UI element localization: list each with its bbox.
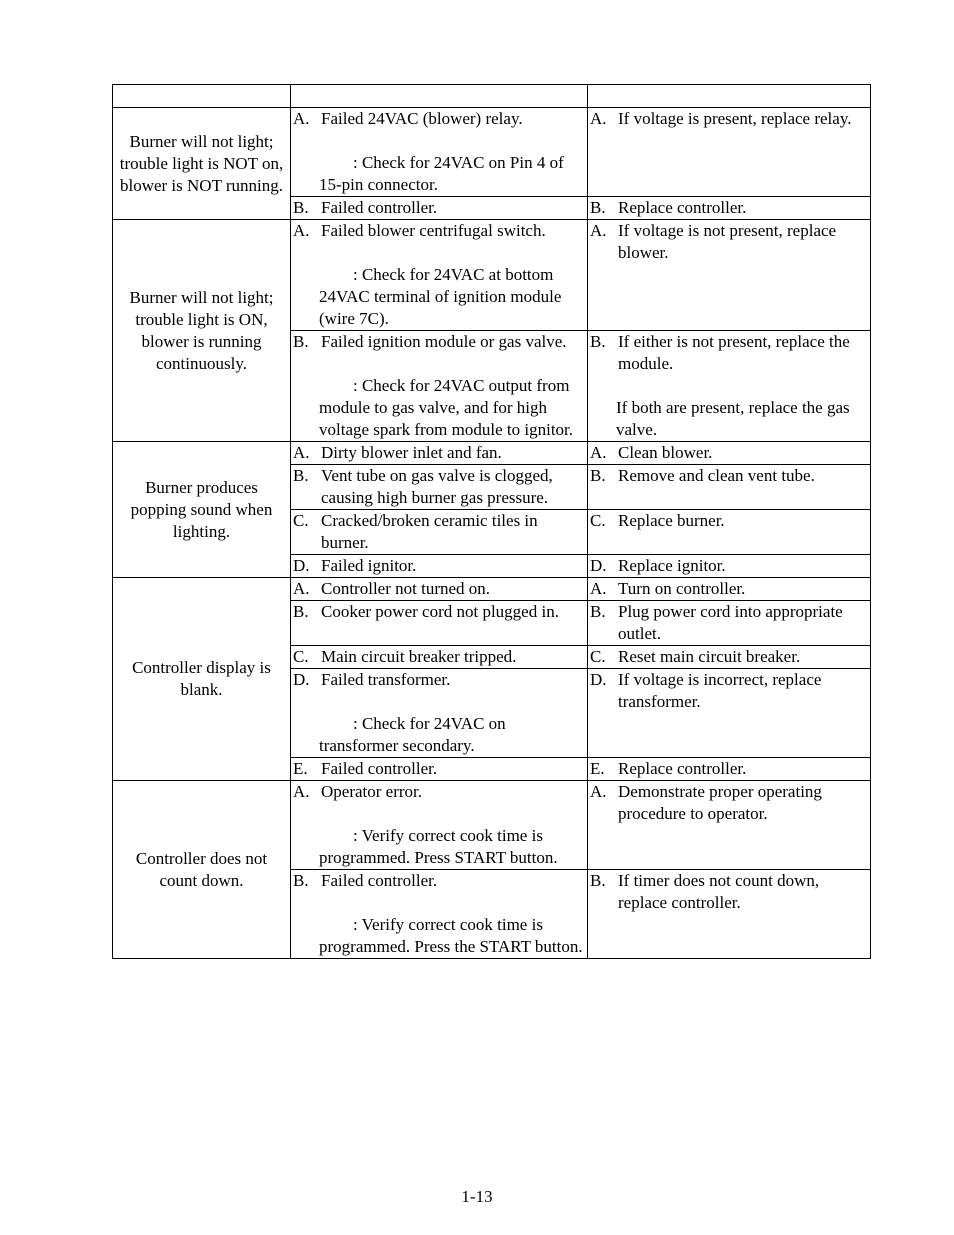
cause-note-text: : Check for 24VAC on transformer secondary. — [319, 714, 506, 755]
cause-cell — [291, 646, 588, 669]
problem-cell: Controller display is blank. — [113, 578, 291, 781]
cause-text: Cooker power cord not plugged in. — [321, 602, 559, 621]
correction-text: If voltage is present, replace relay. — [618, 109, 852, 128]
cause-letter: A. — [293, 443, 310, 462]
cause-note-text: : Check for 24VAC on Pin 4 of 15-pin connector. — [319, 153, 564, 194]
correction-letter: B. — [590, 602, 606, 621]
cause-text: Dirty blower inlet and fan. — [321, 443, 502, 462]
header-row — [113, 85, 871, 108]
cause-item — [291, 220, 587, 242]
correction-text: Remove and clean vent tube. — [618, 466, 815, 485]
table-row — [113, 220, 871, 331]
spacer — [588, 375, 870, 397]
cause-cell — [291, 758, 588, 781]
correction-cell — [588, 870, 871, 959]
cause-note-text: : Check for 24VAC output from module to gas valve, and for high voltage spark from module to ignitor. — [319, 376, 574, 439]
correction-text: If either is not present, replace the module. — [618, 332, 850, 373]
spacer — [291, 803, 587, 825]
correction-letter: C. — [590, 647, 606, 666]
correction-cell — [588, 781, 871, 870]
cause-cell — [291, 465, 588, 510]
spacer — [291, 892, 587, 914]
cause-letter: B. — [293, 871, 309, 890]
cause-text: Failed controller. — [321, 759, 438, 778]
spacer — [291, 691, 587, 713]
cause-cell — [291, 601, 588, 646]
correction-cell — [588, 758, 871, 781]
cause-letter: A. — [293, 782, 310, 801]
header-cause — [291, 85, 588, 108]
cause-cell — [291, 578, 588, 601]
cause-text: Main circuit breaker tripped. — [321, 647, 517, 666]
troubleshooting-table-body — [113, 85, 871, 959]
cause-note — [291, 825, 587, 869]
correction-item — [588, 220, 870, 264]
table-row — [113, 442, 871, 465]
correction-item — [588, 781, 870, 825]
cause-item — [291, 197, 587, 219]
cause-letter: C. — [293, 511, 309, 530]
correction-cell — [588, 510, 871, 555]
correction-letter: B. — [590, 466, 606, 485]
correction-item — [588, 465, 870, 487]
correction-cell — [588, 578, 871, 601]
problem-cell: Controller does not count down. — [113, 781, 291, 959]
problem-cell: Burner produces popping sound when lighting. — [113, 442, 291, 578]
cause-item — [291, 601, 587, 623]
cause-text: Failed 24VAC (blower) relay. — [321, 109, 523, 128]
correction-text: Clean blower. — [618, 443, 713, 462]
cause-item — [291, 758, 587, 780]
correction-text: Turn on controller. — [618, 579, 746, 598]
problem-cell: Burner will not light; trouble light is NOT on, blower is NOT running. — [113, 108, 291, 220]
cause-cell — [291, 197, 588, 220]
correction-text: Plug power cord into appropriate outlet. — [618, 602, 843, 643]
correction-letter: A. — [590, 579, 607, 598]
spacer — [291, 353, 587, 375]
cause-cell — [291, 510, 588, 555]
correction-text: If voltage is incorrect, replace transformer. — [618, 670, 822, 711]
correction-text: If voltage is not present, replace blower. — [618, 221, 837, 262]
cause-note — [291, 264, 587, 330]
cause-letter: A. — [293, 221, 310, 240]
correction-text: Reset main circuit breaker. — [618, 647, 801, 666]
correction-text: Replace controller. — [618, 759, 747, 778]
cause-text: Failed blower centrifugal switch. — [321, 221, 546, 240]
cause-letter: D. — [293, 556, 310, 575]
cause-text: Failed controller. — [321, 871, 438, 890]
cause-item — [291, 510, 587, 554]
correction-cell — [588, 646, 871, 669]
cause-cell — [291, 870, 588, 959]
header-problem — [113, 85, 291, 108]
correction-item — [588, 646, 870, 668]
cause-cell — [291, 781, 588, 870]
cause-text: Controller not turned on. — [321, 579, 491, 598]
cause-cell — [291, 331, 588, 442]
correction-item — [588, 601, 870, 645]
cause-text: Cracked/broken ceramic tiles in burner. — [321, 511, 538, 552]
correction-cell — [588, 442, 871, 465]
correction-extra: If both are present, replace the gas valve. — [616, 398, 850, 439]
cause-note — [291, 375, 587, 441]
cause-letter: B. — [293, 332, 309, 351]
cause-note — [291, 713, 587, 757]
correction-letter: D. — [590, 670, 607, 689]
cause-letter: B. — [293, 198, 309, 217]
cause-letter: B. — [293, 466, 309, 485]
cause-note-text: : Verify correct cook time is programmed. Press START button. — [319, 826, 558, 867]
correction-letter: A. — [590, 109, 607, 128]
cause-text: Failed ignition module or gas valve. — [321, 332, 567, 351]
cause-letter: A. — [293, 109, 310, 128]
cause-text: Failed transformer. — [321, 670, 451, 689]
correction-item — [588, 669, 870, 713]
cause-text: Failed controller. — [321, 198, 438, 217]
correction-cell — [588, 197, 871, 220]
page-number: 1-13 — [461, 1187, 493, 1206]
cause-cell — [291, 555, 588, 578]
cause-note-text: : Verify correct cook time is programmed. Press the START button. — [319, 915, 583, 956]
cause-item — [291, 465, 587, 509]
cause-note — [291, 152, 587, 196]
correction-letter: E. — [590, 759, 605, 778]
cause-item — [291, 870, 587, 892]
correction-item — [588, 578, 870, 600]
troubleshooting-table — [112, 84, 871, 959]
correction-cell — [588, 331, 871, 442]
correction-cell — [588, 669, 871, 758]
correction-cell — [588, 108, 871, 197]
correction-item — [588, 758, 870, 780]
correction-cell — [588, 220, 871, 331]
table-row — [113, 108, 871, 197]
correction-item — [588, 197, 870, 219]
correction-letter: A. — [590, 782, 607, 801]
cause-text: Vent tube on gas valve is clogged, causing high burner gas pressure. — [321, 466, 553, 507]
correction-item — [588, 510, 870, 532]
correction-item — [588, 442, 870, 464]
cause-item — [291, 669, 587, 691]
correction-item — [588, 108, 870, 130]
cause-letter: B. — [293, 602, 309, 621]
correction-cell — [588, 555, 871, 578]
cause-text: Failed ignitor. — [321, 556, 417, 575]
cause-item — [291, 555, 587, 577]
cause-letter: E. — [293, 759, 308, 778]
cause-item — [291, 781, 587, 803]
cause-letter: A. — [293, 579, 310, 598]
correction-item — [588, 870, 870, 914]
problem-cell: Burner will not light; trouble light is ON, blower is running continuously. — [113, 220, 291, 442]
correction-cell — [588, 465, 871, 510]
cause-item — [291, 331, 587, 353]
correction-text: Replace controller. — [618, 198, 747, 217]
correction-cell — [588, 601, 871, 646]
spacer — [291, 242, 587, 264]
correction-letter: B. — [590, 198, 606, 217]
correction-letter: D. — [590, 556, 607, 575]
cause-cell — [291, 220, 588, 331]
cause-note — [291, 914, 587, 958]
cause-item — [291, 646, 587, 668]
cause-cell — [291, 442, 588, 465]
correction-letter: A. — [590, 221, 607, 240]
spacer — [291, 130, 587, 152]
correction-text: Demonstrate proper operating procedure to operator. — [618, 782, 822, 823]
correction-text: Replace burner. — [618, 511, 725, 530]
cause-text: Operator error. — [321, 782, 423, 801]
cause-cell — [291, 108, 588, 197]
correction-letter: C. — [590, 511, 606, 530]
correction-letter: B. — [590, 871, 606, 890]
correction-letter: B. — [590, 332, 606, 351]
correction-item — [588, 331, 870, 375]
table-row — [113, 781, 871, 870]
cause-item — [291, 442, 587, 464]
cause-letter: C. — [293, 647, 309, 666]
header-correction — [588, 85, 871, 108]
correction-text: If timer does not count down, replace controller. — [618, 871, 820, 912]
cause-item — [291, 108, 587, 130]
correction-item — [588, 555, 870, 577]
cause-letter: D. — [293, 670, 310, 689]
cause-item — [291, 578, 587, 600]
correction-text: Replace ignitor. — [618, 556, 726, 575]
cause-note-text: : Check for 24VAC at bottom 24VAC terminal of ignition module (wire 7C). — [319, 265, 562, 328]
correction-letter: A. — [590, 443, 607, 462]
cause-cell — [291, 669, 588, 758]
table-row — [113, 578, 871, 601]
